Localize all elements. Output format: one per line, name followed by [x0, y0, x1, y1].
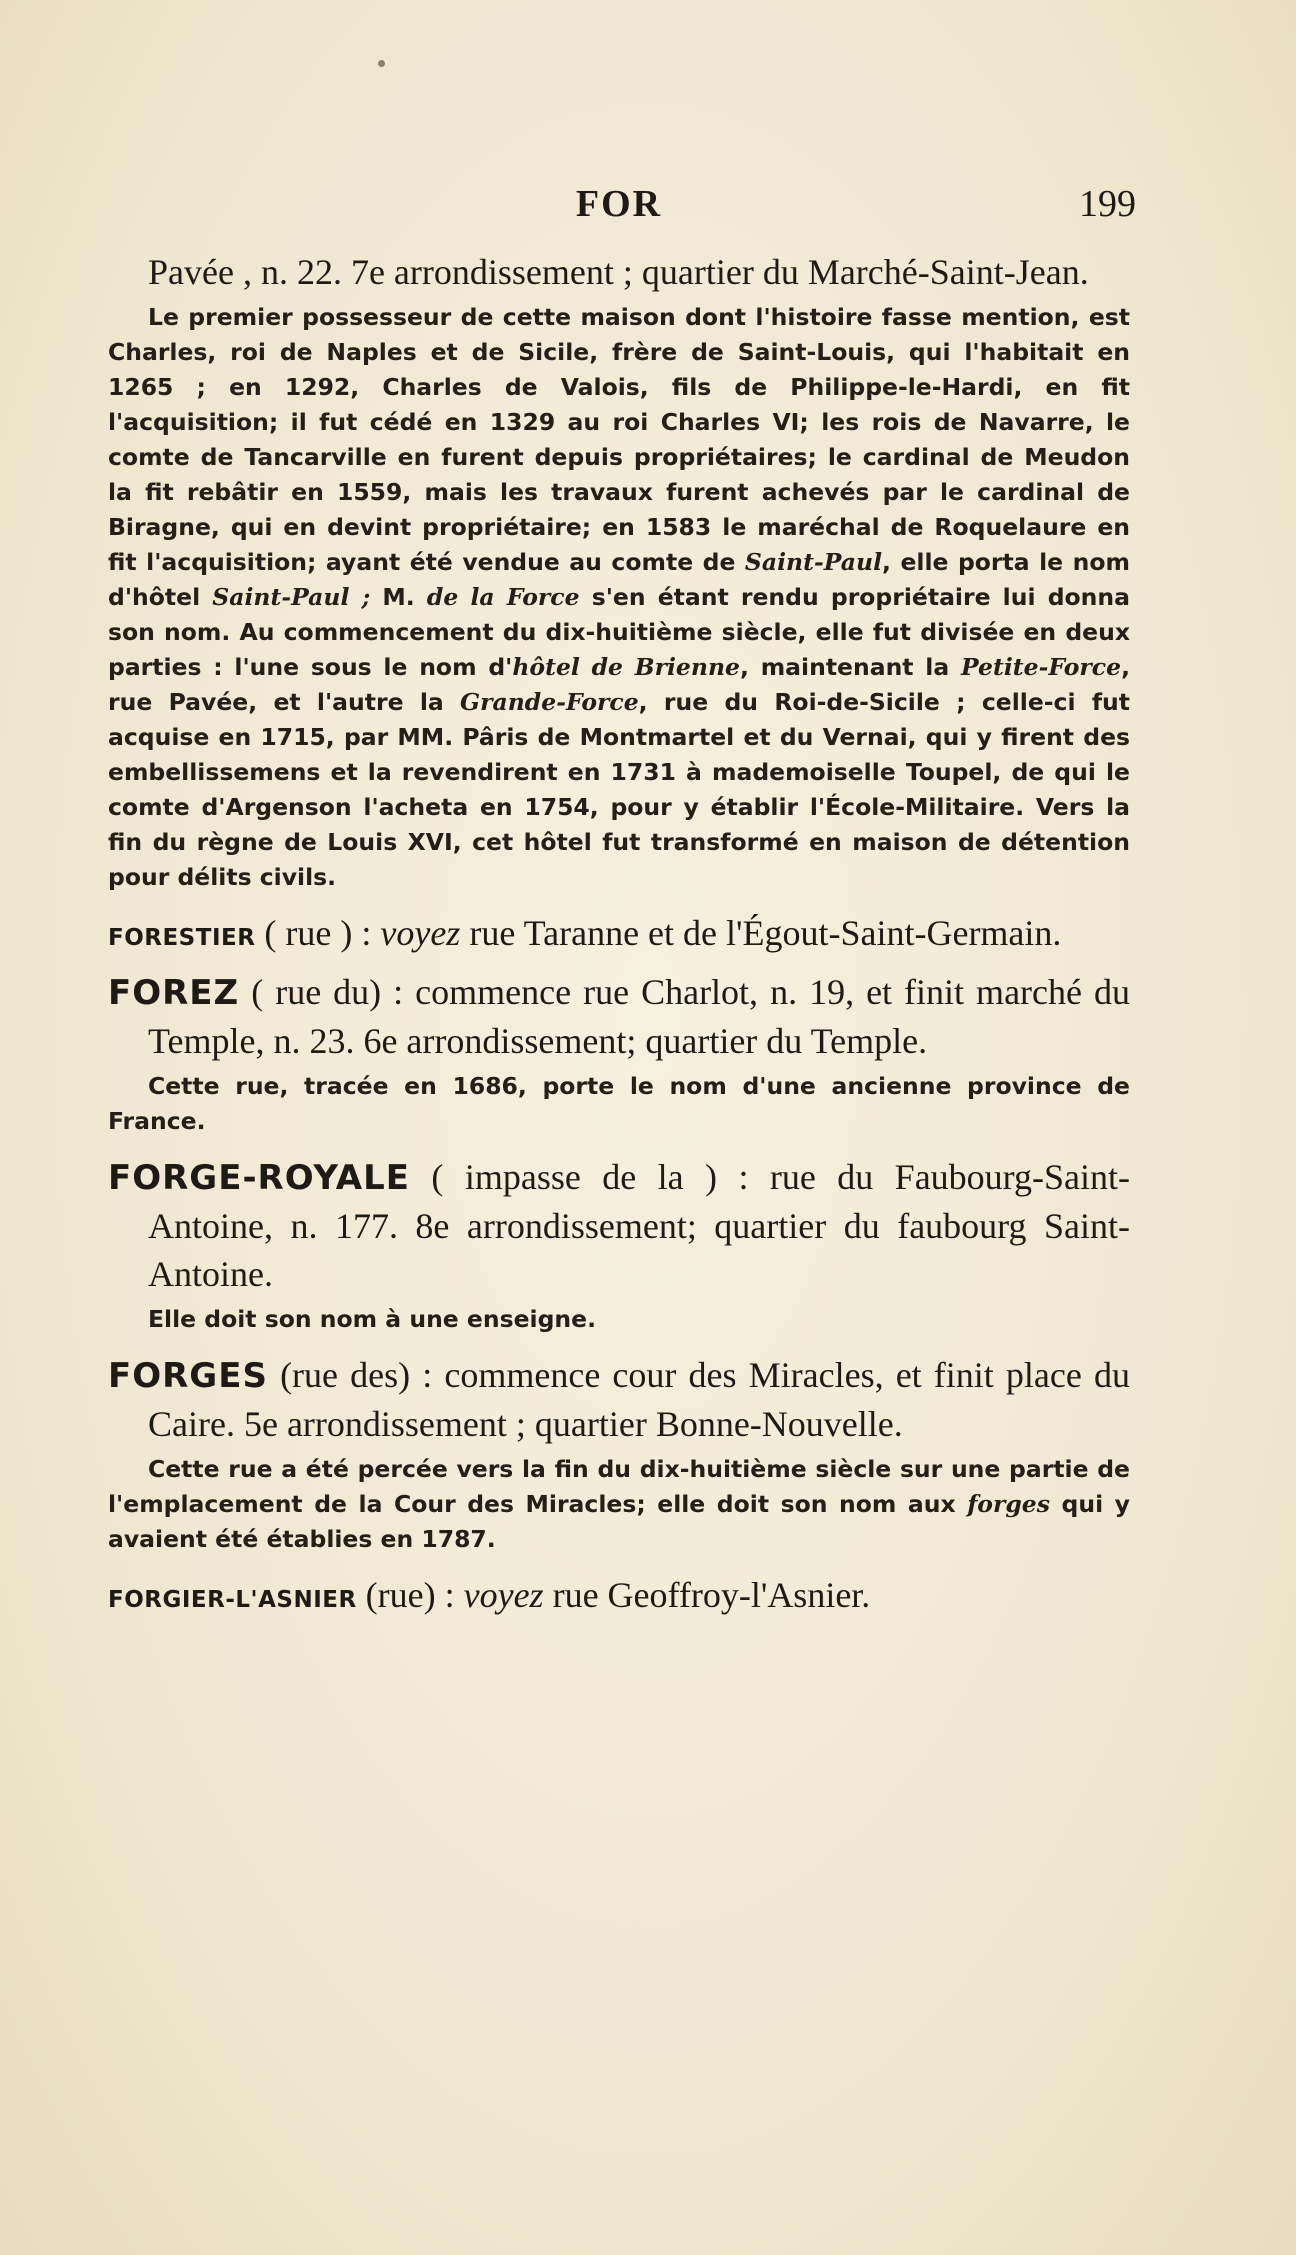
page-number: 199: [1079, 183, 1136, 225]
note-italic: forges: [967, 1490, 1050, 1518]
note-italic: de la Force: [426, 583, 580, 611]
entry-headword: FOREZ: [108, 973, 240, 1013]
entry-forgier-lasnier: [108, 1571, 1130, 1624]
entry-forestier: [108, 909, 1130, 962]
note-text: Le premier possesseur de cette maison dont l'histoire fasse mention, est Charles, roi de Naples et de Sicile, frère de Saint-Louis, qui l'habitait en 1265 ; en 1292, Charles de Valois, fils de Philippe-le-Hardi, en fit l'acquisition; il fut cédé en 1329 au roi Charles VI; les rois de Navarre, le comte de Tancarville en furent depuis propriétaires; le cardinal de Meudon la fit rebâtir en 1559, mais les travaux furent achevés par le cardinal de Biragne, qui en devint propriétaire; en 1583 le maréchal de Roquelaure en fit l'acquisition; ayant été vendue au comte de: [108, 303, 1130, 576]
note-text: qui y avaient été établies en 1787.: [108, 1490, 1130, 1553]
dictionary-body: [108, 248, 1130, 1624]
note-text: , rue du Roi-de-Sicile ; celle-ci fut acquise en 1715, par MM. Pâris de Montmartel et du Vernai, qui y firent des embellissemens et la revendirent en 1731 à mademoiselle Toupel, de qui le comte d'Argenson l'acheta en 1754, pour y établir l'École-Militaire. Vers la fin du règne de Louis XVI, cet hôtel fut transformé en maison de détention pour délits civils.: [108, 688, 1131, 891]
note-italic: Petite-Force: [961, 653, 1122, 681]
entry-forges: [108, 1351, 1130, 1448]
note-italic: Saint-Paul: [744, 548, 883, 576]
note-text: , maintenant la: [740, 653, 961, 681]
entry-text: rue Taranne et de l'Égout-Saint-Germain.: [460, 913, 1062, 953]
entry-note-force: [108, 300, 1130, 895]
ink-speck: [378, 60, 385, 67]
note-text: Elle doit son nom à une enseigne.: [148, 1305, 596, 1333]
entry-headword: FORGE-ROYALE: [108, 1158, 410, 1198]
entry-note: [108, 1452, 1130, 1557]
note-text: , elle porta le nom d'hôtel: [108, 548, 1130, 611]
entry-forez: [108, 968, 1130, 1065]
note-text: Cette rue, tracée en 1686, porte le nom d'une ancienne province de France.: [108, 1072, 1130, 1135]
note-text: M.: [370, 583, 427, 611]
entry-text: rue Geoffroy-l'Asnier.: [543, 1575, 871, 1615]
entry-see: voyez: [463, 1575, 544, 1615]
note-italic: hôtel de Brienne: [512, 653, 740, 681]
entry-text: ( rue ) :: [255, 913, 381, 953]
entry-text: (rue des) : commence cour des Miracles, et finit place du Caire. 5e arrondissement ; quartier Bonne-Nouvelle.: [148, 1355, 1130, 1444]
entry-continuation: [108, 248, 1130, 296]
note-text: s'en étant rendu propriétaire lui donna son nom. Au commencement du dix-huitième siècle, elle fut divisée en deux parties : l'une sous le nom d': [108, 583, 1130, 681]
note-text: , rue Pavée, et l'autre la: [108, 653, 1130, 716]
note-italic: Grande-Force: [460, 688, 639, 716]
entry-headword: FORGIER-L'ASNIER: [108, 1587, 357, 1613]
entry-text: ( rue du) : commence rue Charlot, n. 19, et finit marché du Temple, n. 23. 6e arrondissement; quartier du Temple.: [148, 972, 1130, 1061]
entry-headword: FORGES: [108, 1356, 268, 1396]
note-italic: Saint-Paul ;: [212, 583, 371, 611]
entry-headword: FORESTIER: [108, 925, 256, 951]
header-title: FOR: [575, 183, 663, 225]
entry-text: Pavée , n. 22. 7e arrondissement ; quartier du Marché-Saint-Jean.: [148, 252, 1089, 292]
entry-text: ( impasse de la ) : rue du Faubourg-Saint-Antoine, n. 177. 8e arrondissement; quartier du faubourg Saint-Antoine.: [148, 1157, 1130, 1294]
entry-note: [108, 1302, 1130, 1337]
entry-note: [108, 1069, 1130, 1139]
entry-see: voyez: [380, 913, 461, 953]
entry-text: (rue) :: [356, 1575, 464, 1615]
running-header: [108, 182, 1136, 232]
entry-forge-royale: [108, 1153, 1130, 1298]
note-text: Cette rue a été percée vers la fin du dix-huitième siècle sur une partie de l'emplacement de la Cour des Miracles; elle doit son nom aux: [108, 1455, 1130, 1518]
